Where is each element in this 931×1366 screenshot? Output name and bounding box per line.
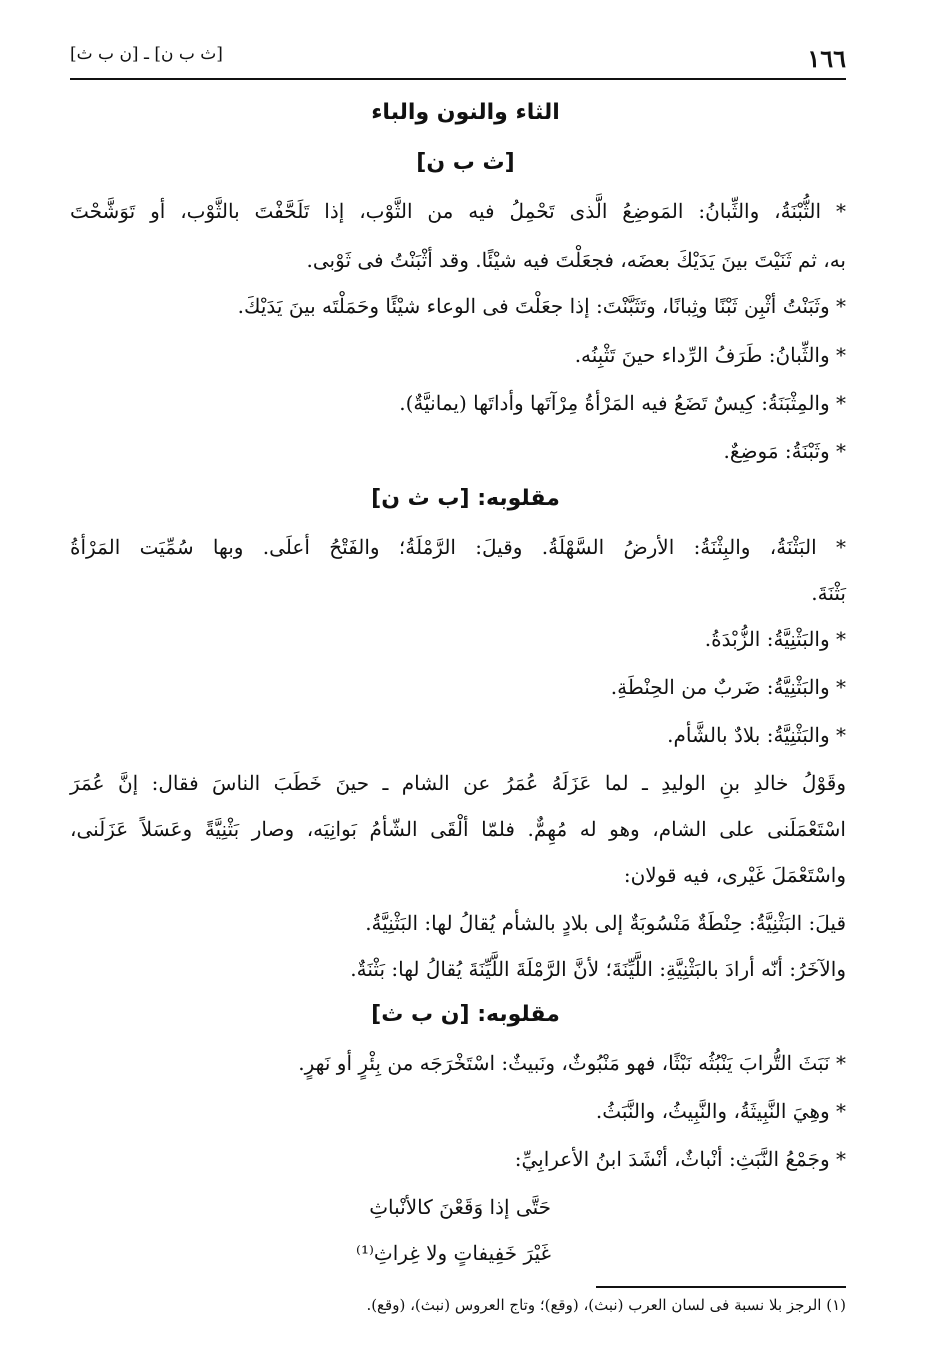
footnote-divider: [596, 1286, 846, 1288]
inverted-root-heading: مقلوبه: [ن ب ث]: [371, 1002, 560, 1027]
entry-line: * وهِيَ النَّبِيثَةُ، والنَّبِيثُ، والنَّبَثُ.: [595, 1099, 846, 1123]
page-header: [70, 42, 846, 80]
entry-line: * وثَبَنْتُ أثْبِن ثَبْنًا وثِبانًا، وتَثَبَّنْتَ: إذا جعَلْتَ فى الوعاء شيْئًا وحَمَلْتَه بينَ يَدَيْكَ.: [237, 294, 846, 318]
entry-line: وقَوْلُ خالدِ بنِ الوليدِ ـ لما عَزَلَهُ عُمَرُ عن الشام ـ حينَ خَطَبَ الناسَ فقال: إنَّ عُمَرَ: [70, 771, 846, 795]
verse-line: حَتَّى إذا وَقَعْنَ كالأنْباثِ: [369, 1195, 551, 1219]
page-number: ١٦٦: [807, 44, 846, 73]
entry-line: * الثُّبْنَةُ، والثِّبانُ: المَوضِعُ الَّذى تَحْمِلُ فيه من الثَّوْب، إذا تَلَحَّفْتَ بالثَّوْب، أو تَوَشَّحْتَ: [70, 199, 846, 223]
entry-line: قيلَ: البَثْنِيَّةُ: حِنْطَةٌ مَنْسُوبَةٌ إلى بلادٍ بالشأم يُقالُ لها: البَثْنِيَّةُ.: [365, 911, 846, 935]
entry-line: بَثْنَةَ.: [811, 581, 846, 605]
inverted-root-heading: مقلوبه: [ب ث ن]: [371, 486, 560, 511]
entry-line: به، ثم ثَنَيْتَ بينَ يَدَيْكَ بعضَه، فجعَلْتَ فيه شيْئًا. وقد أثْبَنْتُ فى ثَوْبى.: [306, 248, 846, 272]
running-head: [ث ب ن] ـ [ن ب ث]: [70, 44, 223, 64]
section-title: الثاء والنون والباء: [371, 100, 560, 125]
entry-line: * وثَبْنَةُ: مَوضِعٌ.: [723, 439, 846, 463]
entry-line: * والمِثْبَنَةُ: كِيسٌ تَضَعُ فيه المَرْأةُ مِرْآتَها وأداتَها (يمانيَّةٌ).: [399, 391, 846, 415]
entry-line: * وجَمْعُ النَّبَثِ: أنْباثٌ، أنْشَدَ ابنُ الأعرابِيِّ:: [514, 1147, 846, 1171]
entry-line: * نَبَثَ التُّرابَ يَنْبُثُه نَبْثًا، فهو مَنْبُوثٌ، ونَبيثٌ: اسْتَخْرَجَه من بِئْرٍ أو نَهرٍ.: [298, 1051, 846, 1075]
entry-line: اسْتَعْمَلَنى على الشام، وهو له مُهِمٌّ. فلمّا ألْقَى الشّأمُ بَوانِيَه، وصار بَثْنِيَّةً وعَسَلاً عَزَلَنى،: [70, 817, 846, 841]
entry-line: * البَثْنَةُ، والبِثْنَةُ: الأرضُ السَّهْلَةُ. وقيلَ: الرَّمْلَةُ؛ والفَتْحُ أعلَى. وبها سُمِّيَت المَرْأةُ: [70, 535, 846, 559]
entry-line: والآخَرُ: أنّه أرادَ بالبَثْنِيَّةِ: اللَّيِّنَةَ؛ لأنَّ الرَّمْلَةَ اللَّيِّنَةَ يُقالُ لها: بَثْنَةٌ.: [350, 957, 846, 981]
entry-line: * والثِّبانُ: طَرَفُ الرِّداء حينَ تَثْبِنُه.: [574, 343, 846, 367]
root-heading: [ث ب ن]: [416, 150, 515, 175]
entry-line: * والبَثْنِيَّةُ: بلادٌ بالشَّأم.: [667, 723, 846, 747]
entry-line: * والبَثْنِيَّةُ: الزُّبْدَةُ.: [704, 627, 846, 651]
footnote: (١) الرجز بلا نسبة فى لسان العرب (نبث)، (وقع)؛ وتاج العروس (نبث)، (وقع).: [366, 1296, 846, 1314]
entry-line: واسْتَعْمَلَ غَيْرى، فيه قولان:: [623, 863, 846, 887]
entry-line: * والبَثْنِيَّةُ: ضَربٌ من الحِنْطَةِ.: [610, 675, 846, 699]
verse-line: غَيْرَ خَفِيفاتٍ ولا غِراثِ⁽¹⁾: [356, 1241, 551, 1265]
